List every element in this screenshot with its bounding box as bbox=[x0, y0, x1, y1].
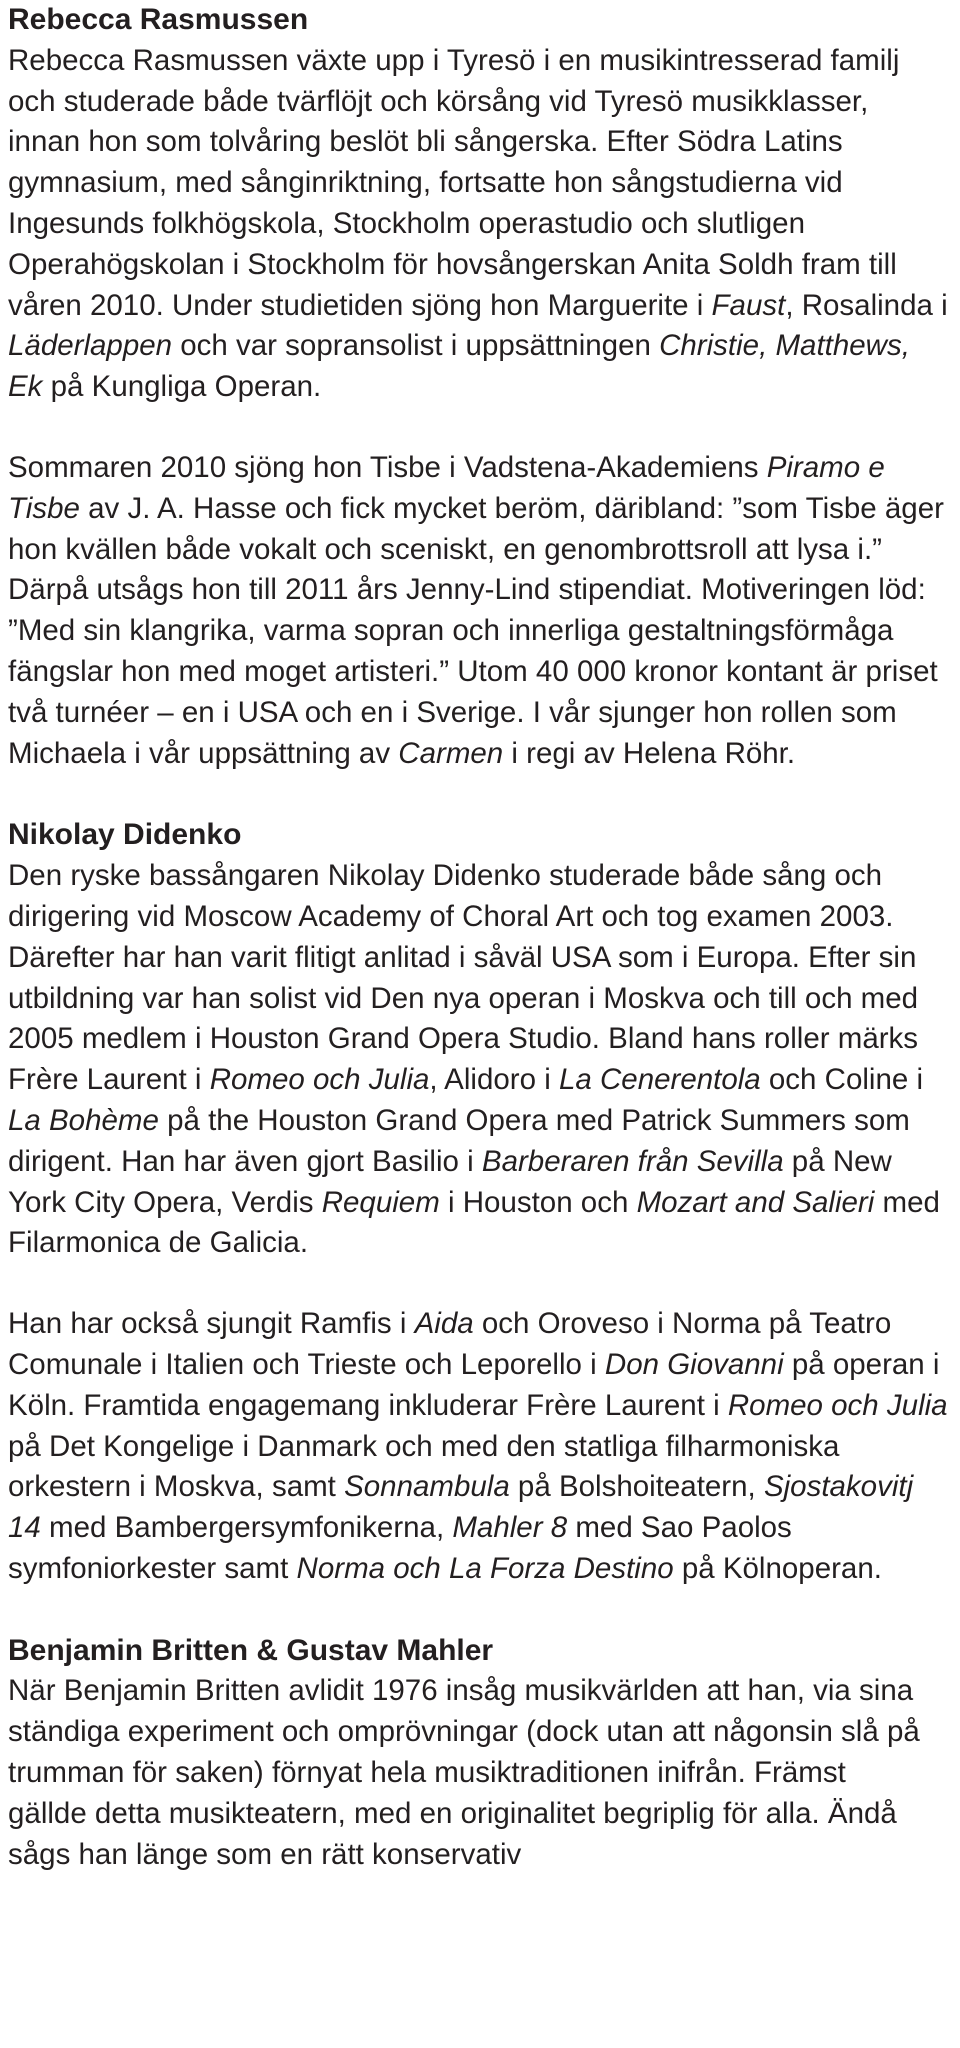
text-run: på New York City Opera, Verdis bbox=[8, 1144, 892, 1219]
text-run: med Bambergersymfonikerna, bbox=[40, 1511, 453, 1545]
italic-title: Romeo och Julia bbox=[209, 1063, 430, 1097]
text-run: Sommaren 2010 sjöng hon Tisbe i Vadstena-Akademiens bbox=[8, 450, 767, 484]
text-run: och var sopransolist i uppsättningen bbox=[172, 329, 660, 363]
italic-title: Mozart and Salieri bbox=[636, 1185, 875, 1219]
section-heading: Rebecca Rasmussen bbox=[8, 3, 309, 36]
text-run: och Coline i bbox=[760, 1063, 924, 1097]
italic-title: Barberaren från Sevilla bbox=[481, 1144, 784, 1178]
paragraph-spacer bbox=[8, 1264, 952, 1304]
text-run: Den ryske bassångaren Nikolay Didenko studerade både sång och dirigering vid Moscow Academy of Choral Art och tog examen 2003. Därefter har han varit flitigt anlitad i såväl USA som i Europa. Efter sin utbildning var han solist vid Den nya operan i Moskva och till och med 2005 medlem i Houston Grand Opera Studio. Bland hans roller märks Frère Laurent i bbox=[8, 859, 919, 1097]
paragraph bbox=[8, 448, 948, 774]
italic-title: Piramo e Tisbe bbox=[8, 450, 885, 525]
italic-title: Carmen bbox=[398, 736, 504, 770]
italic-title: Christie, Matthews, Ek bbox=[8, 329, 910, 404]
italic-title: Don Giovanni bbox=[604, 1347, 784, 1381]
italic-title: Faust bbox=[711, 288, 786, 322]
text-run: i regi av Helena Röhr. bbox=[503, 736, 796, 770]
text-run: på Det Kongelige i Danmark och med den statliga filharmoniska orkestern i Moskva, samt bbox=[8, 1429, 840, 1504]
italic-title: Norma och La Forza Destino bbox=[296, 1551, 674, 1585]
text-run: När Benjamin Britten avlidit 1976 insåg musikvärlden att han, via sina ständiga experiment och omprövningar (dock utan att någonsin slå på trumman för saken) förnyat hela musiktraditionen inifrån. Främst gällde detta musikteatern, med en originalitet begriplig för alla. Ändå sågs han länge som en rätt konservativ bbox=[8, 1674, 920, 1871]
document-page bbox=[8, 0, 952, 1875]
text-run: på Bolshoiteatern, bbox=[509, 1470, 764, 1504]
text-run: , Rosalinda i bbox=[785, 288, 948, 322]
paragraph bbox=[8, 1304, 948, 1590]
text-run: Rebecca Rasmussen växte upp i Tyresö i en musikintresserad familj och studerade både tvärflöjt och körsång vid Tyresö musikklasser, innan hon som tolvåring beslöt bli sångerska. Efter Södra Latins gymnasium, med sånginriktning, fortsatte hon sångstudierna vid Ingesunds folkhögskola, Stockholm operastudio och slutligen Operahögskolan i Stockholm för hovsångerskan Anita Soldh fram till våren 2010. Under studietiden sjöng hon Marguerite i bbox=[8, 43, 900, 322]
paragraph bbox=[8, 856, 948, 1264]
section-britten-mahler bbox=[8, 1631, 952, 1876]
section-heading: Benjamin Britten & Gustav Mahler bbox=[8, 1633, 494, 1667]
section-rebecca-rasmussen bbox=[8, 0, 952, 774]
text-run: i Houston och bbox=[439, 1185, 637, 1219]
text-run: av J. A. Hasse och fick mycket beröm, däribland: ”som Tisbe äger hon kvällen både vokalt och sceniskt, en genombrottsroll att lysa i.” Därpå utsågs hon till 2011 års Jenny-Lind stipendiat. Motiveringen löd: ”Med sin klangrika, varma sopran och innerliga gestaltningsförmåga fängslar hon med moget artisteri.” Utom 40 000 kronor kontant är priset två turnéer – en i USA och en i Sverige. I vår sjunger hon rollen som Michaela i vår uppsättning av bbox=[8, 491, 944, 770]
italic-title: Aida bbox=[414, 1307, 474, 1341]
paragraph-spacer bbox=[8, 408, 952, 448]
text-run: , Alidoro i bbox=[429, 1063, 559, 1097]
text-run: på operan i Köln. Framtida engagemang inkluderar Frère Laurent i bbox=[8, 1347, 940, 1422]
paragraph bbox=[8, 41, 948, 408]
italic-title: Requiem bbox=[321, 1185, 440, 1219]
text-run: på Kölnoperan. bbox=[673, 1551, 882, 1585]
text-run: med Filarmonica de Galicia. bbox=[8, 1185, 940, 1260]
text-run: på the Houston Grand Opera med Patrick Summers som dirigent. Han har även gjort Basilio i bbox=[8, 1103, 910, 1178]
section-spacer bbox=[8, 774, 952, 815]
italic-title: Mahler 8 bbox=[452, 1511, 568, 1545]
text-run: på Kungliga Operan. bbox=[42, 370, 322, 404]
italic-title: Sjostakovitj 14 bbox=[8, 1470, 914, 1545]
italic-title: La Cenerentola bbox=[558, 1063, 761, 1097]
text-run: och Oroveso i Norma på Teatro Comunale i Italien och Trieste och Leporello i bbox=[8, 1307, 892, 1381]
italic-title: Sonnambula bbox=[344, 1470, 510, 1504]
text-run: med Sao Paolos symfoniorkester samt bbox=[8, 1511, 792, 1585]
italic-title: Läderlappen bbox=[8, 329, 173, 363]
section-spacer bbox=[8, 1590, 952, 1631]
paragraph bbox=[8, 1671, 923, 1875]
section-heading: Nikolay Didenko bbox=[8, 818, 242, 852]
text-run: Han har också sjungit Ramfis i bbox=[8, 1307, 415, 1341]
section-nikolay-didenko bbox=[8, 815, 952, 1589]
italic-title: La Bohème bbox=[8, 1103, 159, 1137]
italic-title: Romeo och Julia bbox=[727, 1388, 948, 1422]
